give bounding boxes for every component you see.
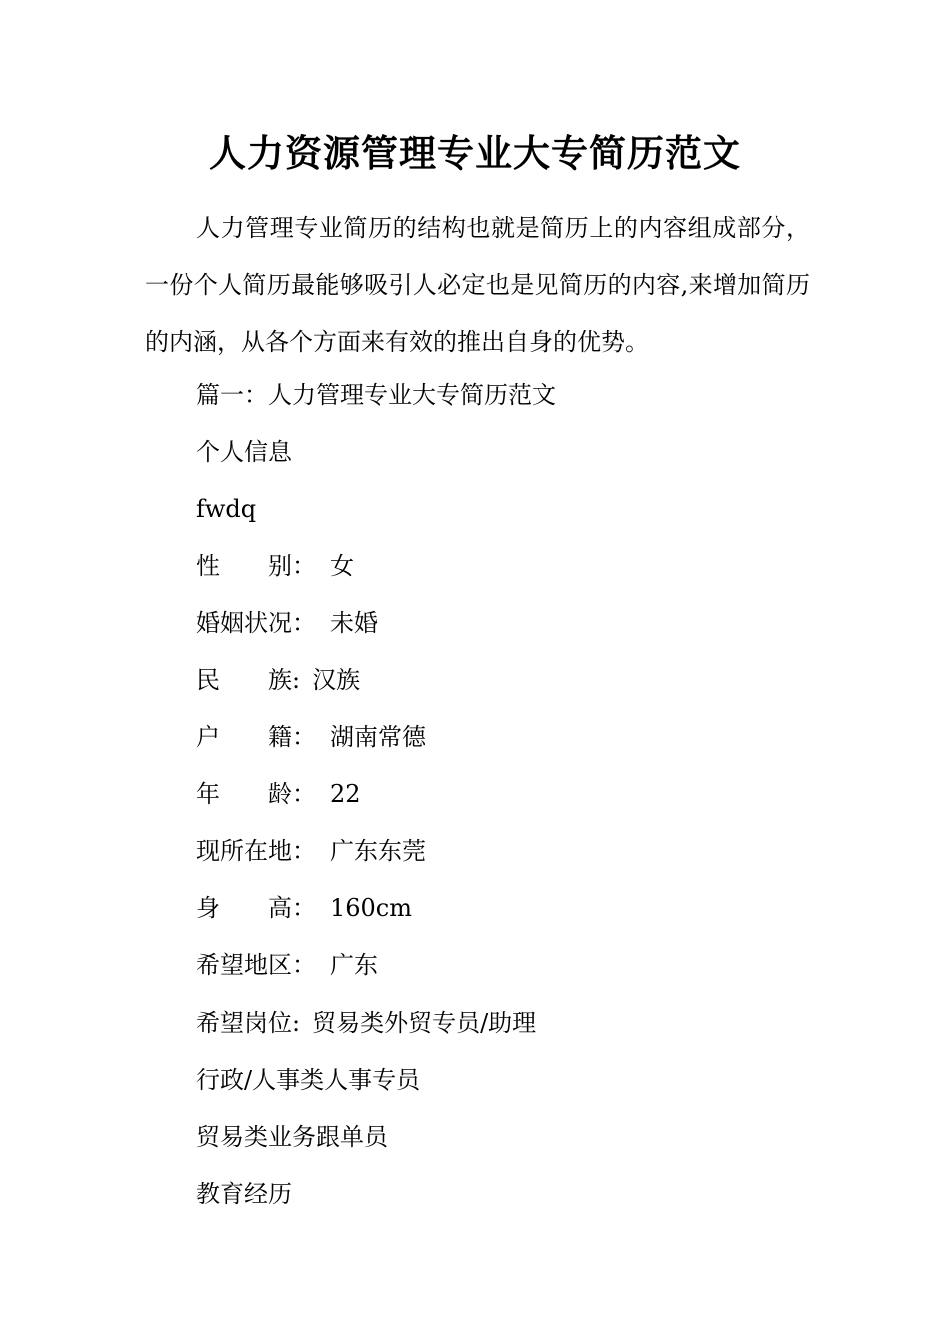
- field-value: 广东东莞: [330, 837, 426, 865]
- field-value: 广东: [330, 951, 378, 979]
- section-heading: 篇一：人力管理专业大专简历范文: [196, 381, 556, 409]
- field-label: 户 籍：: [196, 723, 316, 751]
- extra-position: 贸易类业务跟单员: [196, 1123, 388, 1151]
- field-desired-position: [196, 1006, 536, 1040]
- field-age: [196, 777, 361, 811]
- field-label: 现所在地：: [196, 837, 316, 865]
- field-current-location: [196, 834, 426, 868]
- field-value: 女: [330, 552, 354, 580]
- field-label: 希望地区：: [196, 951, 316, 979]
- field-value: 汉族: [312, 666, 361, 694]
- field-label: 性 别：: [196, 552, 316, 580]
- field-ethnicity: [196, 663, 360, 697]
- field-value: 湖南常德: [330, 723, 426, 751]
- field-value: 贸易类外贸专员/助理: [312, 1009, 537, 1037]
- field-value: 160cm: [330, 894, 413, 922]
- field-label: 身 高：: [196, 894, 316, 922]
- document-title: 人力资源管理专业大专简历范文: [209, 131, 741, 175]
- personal-info-heading: 个人信息: [196, 438, 292, 466]
- intro-paragraph: 人力管理专业简历的结构也就是简历上的内容组成部分，一份个人简历最能够吸引人必定也是见简历的内容,来增加简历的内涵，从各个方面来有效的推出自身的优势。: [145, 214, 810, 356]
- applicant-name: fwdq: [196, 495, 257, 523]
- field-desired-region: [196, 948, 378, 982]
- field-label: 民 族:: [196, 666, 301, 694]
- field-value: 22: [330, 780, 361, 808]
- field-household-registration: [196, 720, 426, 754]
- field-label: 婚姻状况：: [196, 609, 316, 637]
- field-gender: [196, 549, 354, 583]
- field-label: 希望岗位:: [196, 1009, 301, 1037]
- field-label: 年 龄：: [196, 780, 316, 808]
- field-height: [196, 891, 412, 925]
- field-marital-status: [196, 606, 378, 640]
- field-value: 未婚: [330, 609, 378, 637]
- extra-position: 行政/人事类人事专员: [196, 1066, 421, 1094]
- education-heading: 教育经历: [196, 1180, 292, 1208]
